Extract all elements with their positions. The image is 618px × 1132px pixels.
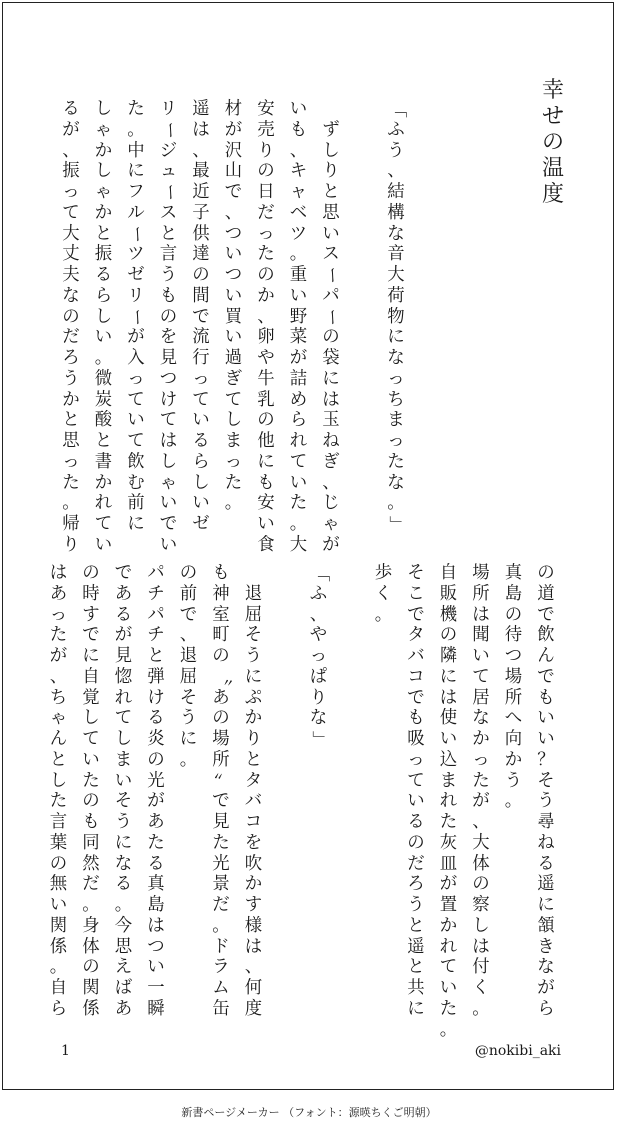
- text-column: 真 島 の 待 つ 場 所 へ 向 か う 。: [504, 563, 523, 812]
- text-column: い も 、 キ ャ ベ ツ 。 重 い 野 菜 が 詰 め ら れ て い た 。 大: [289, 99, 308, 555]
- text-column: 「 ふ う 、 結 構 な 音 大 荷 物 に な っ ち ま っ た な 。 」: [386, 100, 407, 534]
- text-column: 場 所 は 聞 い て 居 な か っ た が 、 大 体 の 察 し は 付 く 。: [472, 563, 490, 1019]
- text-column: リ ー ジ ュ ー ス と 言 う も の を 見 つ け て は し ゃ い で い: [158, 99, 179, 555]
- footer-credit: 新書ページメーカー （フォント：源暎ちくご明朝）: [181, 1106, 437, 1119]
- author-handle: @nokibi_aki: [474, 1043, 561, 1059]
- text-column: も 神 室 町 の 〝 あ の 場 所 〟 で 見 た 光 景 だ 。 ド ラ ム 缶: [211, 563, 232, 1019]
- text-column: の 時 す で に 自 覚 し て い た の も 同 然 だ 。 身 体 の 関 係: [82, 563, 100, 1019]
- story-title: 幸 せ の 温 度: [541, 78, 564, 207]
- text-column: の 前 で 、 退 屈 そ う に 。: [179, 563, 198, 770]
- text-column: 材 が 沢 山 で 、 つ い つ い 買 い 過 ぎ て し ま っ た 。: [224, 99, 243, 514]
- text-column: 安 売 り の 日 だ っ た の か 、 卵 や 牛 乳 の 他 に も 安 い 食: [257, 99, 275, 555]
- text-column: 歩 く 。: [374, 563, 393, 625]
- text-column: 「 ふ 、 や っ ぱ り な 」: [308, 564, 329, 749]
- text-column: 遥 は 、 最 近 子 供 達 の 間 で 流 行 っ て い る ら し い ゼ: [192, 99, 210, 534]
- book-page: [2, 2, 614, 1090]
- text-column: し ゃ か し ゃ か と 振 る ら し い 。 微 炭 酸 と 書 か れ て い: [94, 99, 113, 555]
- page-number: 1: [61, 1043, 70, 1059]
- text-column: た 。 中 に フ ル ー ツ ゼ リ ー が 入 っ て い て 飲 む 前 に: [126, 99, 147, 534]
- text-column: 自 販 機 の 隣 に は 使 い 込 ま れ た 灰 皿 が 置 か れ て い た 。: [439, 563, 458, 1040]
- text-column: パ チ パ チ と 弾 け る 炎 の 光 が あ た る 真 島 は つ い 一 瞬: [147, 563, 165, 1019]
- text-column: の 道 で 飲 ん で も い い ？ そ う 尋 ね る 遥 に 頷 き な が ら: [537, 563, 555, 1019]
- text-column: ず し り と 思 い ス ー パ ー の 袋 に は 玉 ね ぎ 、 じ ゃ が: [321, 119, 342, 555]
- text-column: で あ る が 見 惚 れ て し ま い そ う に な る 。 今 思 え ば あ: [114, 563, 133, 1019]
- text-column: 退 屈 そ う に ぷ か り と タ バ コ を 吹 か す 様 は 、 何 度: [244, 583, 263, 1019]
- text-column: そ こ で タ バ コ で も 吸 っ て い る の だ ろ う と 遥 と 共 に: [407, 563, 425, 1019]
- text-column: る が 、 振 っ て 大 丈 夫 な の だ ろ う か と 思 っ た 。 帰 り: [62, 99, 80, 555]
- text-column: は あ っ た が 、 ち ゃ ん と し た 言 葉 の 無 い 関 係 。 自 ら: [49, 563, 68, 1019]
